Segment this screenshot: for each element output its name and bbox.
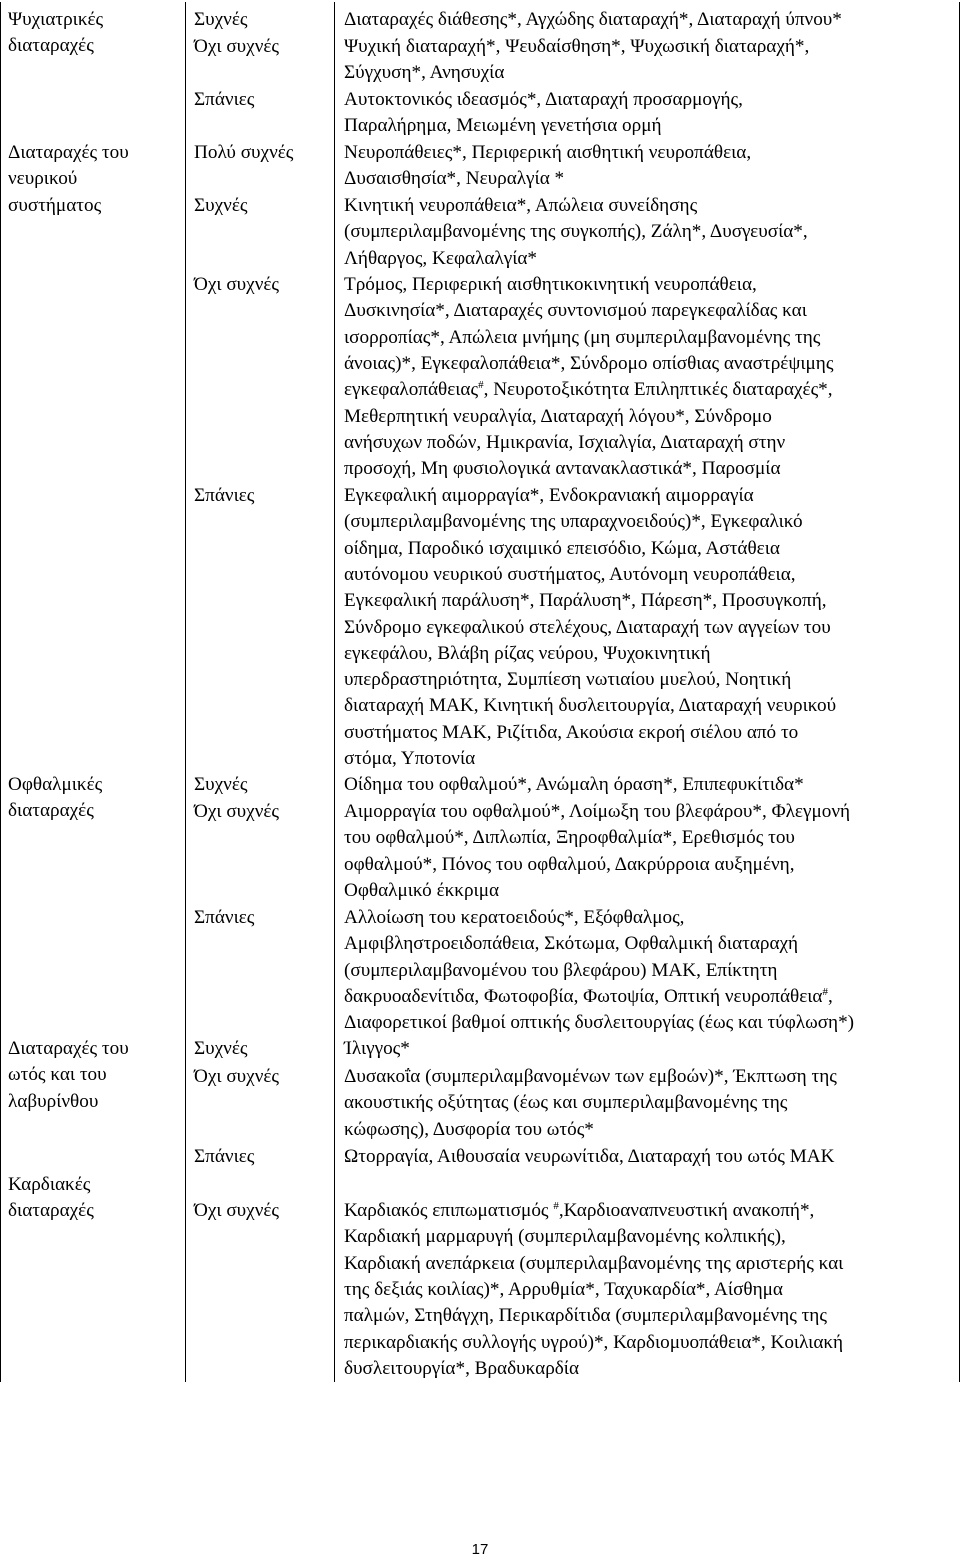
adverse-reaction-text: άνοιας)*, Εγκεφαλοπάθεια*, Σύνδρομο οπίσθιας αναστρέψιμης <box>344 352 834 374</box>
frequency-label: Συχνές <box>194 1038 248 1059</box>
adverse-reaction-text: (συμπεριλαμβανομένης της συγκοπής), Ζάλη*, Δυσγευσία*, <box>344 221 808 243</box>
frequency-label: Σπάνιες <box>194 89 255 110</box>
frequency-label: Όχι συχνές <box>194 1066 280 1087</box>
frequency-label: Συχνές <box>194 774 248 795</box>
adverse-reaction-text: Ψυχική διαταραχή*, Ψευδαίσθηση*, Ψυχωσική διαταραχή*, <box>344 36 810 57</box>
frequency-label: Σπάνιες <box>194 1146 255 1167</box>
page-number: 17 <box>471 1541 489 1558</box>
adverse-reaction-text: Μεθερπητική νευραλγία, Διαταραχή λόγου*, Σύνδρομο <box>344 405 772 427</box>
adverse-reaction-text: του οφθαλμού*, Διπλωπία, Ξηροφθαλμία*, Ερεθισμός του <box>344 827 795 849</box>
adverse-reaction-text: Δυσκινησία*, Διαταραχές συντονισμού παρεγκεφαλίδας και <box>344 300 807 322</box>
adverse-reaction-text: Καρδιακός επιπωματισμός #,Καρδιοαναπνευστική ανακοπή*, <box>344 1200 815 1221</box>
frequency-label: Όχι συχνές <box>194 801 280 822</box>
column-divider <box>334 2 335 1382</box>
adverse-reaction-text: ανήσυχων ποδών, Ημικρανία, Ισχιαλγία, Διαταραχή στην <box>344 431 786 453</box>
adverse-reactions-table <box>0 2 960 1382</box>
adverse-reaction-text: Αυτοκτονικός ιδεασμός*, Διαταραχή προσαρμογής, <box>344 89 743 110</box>
adverse-reaction-text: εγκεφαλοπάθειας#, Νευροτοξικότητα Επιληπτικές διαταραχές*, <box>344 379 833 401</box>
organ-system-label: Διαταραχές του <box>8 1038 129 1059</box>
adverse-reaction-text: Διαφορετικοί βαθμοί οπτικής δυσλειτουργίας (έως και τύφλωση*) <box>344 1012 855 1034</box>
adverse-reaction-text: Παραλήρημα, Μειωμένη γενετήσια ορμή <box>344 115 662 137</box>
adverse-reaction-text: Λήθαργος, Κεφαλαλγία* <box>344 247 538 269</box>
adverse-reaction-text: Καρδιακή μαρμαρυγή (συμπεριλαμβανομένης κολπικής), <box>344 1226 786 1248</box>
organ-system-label: Ψυχιατρικές <box>8 9 104 30</box>
frequency-label: Σπάνιες <box>194 907 255 928</box>
frequency-label: Όχι συχνές <box>194 1200 280 1221</box>
adverse-reaction-text: Εγκεφαλική αιμορραγία*, Ενδοκρανιακή αιμορραγία <box>344 485 754 506</box>
frequency-label: Όχι συχνές <box>194 36 280 57</box>
adverse-reaction-text: κώφωσης), Δυσφορία του ωτός* <box>344 1118 594 1140</box>
adverse-reaction-text: Αμφιβληστροειδοπάθεια, Σκότωμα, Οφθαλμική διαταραχή <box>344 933 799 955</box>
adverse-reaction-text: προσοχή, Μη φυσιολογικά αντανακλαστικά*, Παροσμία <box>344 458 781 480</box>
adverse-reaction-text: Κινητική νευροπάθεια*, Απώλεια συνείδησης <box>344 195 698 216</box>
adverse-reaction-text: Οίδημα του οφθαλμού*, Ανώμαλη όραση*, Επιπεφυκίτιδα* <box>344 774 804 795</box>
organ-system-label: διαταραχές <box>8 800 94 822</box>
organ-system-label: διαταραχές <box>8 35 94 57</box>
adverse-reaction-text: δυσλειτουργία*, Βραδυκαρδία <box>344 1357 580 1379</box>
organ-system-label: συστήματος <box>8 194 102 216</box>
organ-system-label: ωτός και του <box>8 1064 107 1086</box>
adverse-reaction-text: της δεξιάς κοιλίας)*, Αρρυθμία*, Ταχυκαρδία*, Αίσθημα <box>344 1278 783 1300</box>
adverse-reaction-text: Νευροπάθειες*, Περιφερική αισθητική νευροπάθεια, <box>344 142 752 163</box>
adverse-reaction-text: Ίλιγγος* <box>344 1038 410 1059</box>
frequency-label: Συχνές <box>194 195 248 216</box>
organ-system-label: λαβυρίνθου <box>8 1090 99 1112</box>
adverse-reaction-text: (συμπεριλαμβανομένου του βλεφάρου) ΜΑΚ, Επίκτητη <box>344 959 778 981</box>
adverse-reaction-text: παλμών, Στηθάγχη, Περικαρδίτιδα (συμπεριλαμβανομένης της <box>344 1305 827 1327</box>
adverse-reaction-text: Αλλοίωση του κερατοειδούς*, Εξόφθαλμος, <box>344 907 685 928</box>
adverse-reaction-text: Τρόμος, Περιφερική αισθητικοκινητική νευροπάθεια, <box>344 274 757 295</box>
adverse-reaction-text: ισορροπίας*, Απώλεια μνήμης (μη συμπεριλαμβανομένης της <box>344 326 821 348</box>
adverse-reaction-text: Δυσαισθησία*, Νευραλγία * <box>344 168 565 190</box>
adverse-reaction-text: δακρυοαδενίτιδα, Φωτοφοβία, Φωτοψία, Οπτική νευροπάθεια#, <box>344 985 833 1007</box>
organ-system-label: Διαταραχές του <box>8 142 129 163</box>
organ-system-label: Οφθαλμικές <box>8 774 103 795</box>
frequency-label: Όχι συχνές <box>194 274 280 295</box>
organ-system-label: διαταραχές <box>8 1200 94 1222</box>
frequency-label: Πολύ συχνές <box>194 142 294 163</box>
adverse-reaction-text: αυτόνομου νευρικού συστήματος, Αυτόνομη νευροπάθεια, <box>344 563 796 585</box>
adverse-reaction-text: Διαταραχές διάθεσης*, Αγχώδης διαταραχή*, Διαταραχή ύπνου* <box>344 9 842 30</box>
adverse-reaction-text: στόμα, Υποτονία <box>344 748 476 769</box>
adverse-reaction-text: διαταραχή ΜΑΚ, Κινητική δυσλειτουργία, Διαταραχή νευρικού <box>344 695 837 717</box>
adverse-reaction-text: εγκεφάλου, Βλάβη ρίζας νεύρου, Ψυχοκινητική <box>344 642 711 664</box>
adverse-reaction-text: οίδημα, Παροδικό ισχαιμικό επεισόδιο, Κώμα, Αστάθεια <box>344 537 780 559</box>
adverse-reaction-text: οφθαλμού*, Πόνος του οφθαλμού, Δακρύρροια αυξημένη, <box>344 853 795 875</box>
adverse-reaction-text: Οφθαλμικό έκκριμα <box>344 879 500 901</box>
organ-system-label: Καρδιακές <box>8 1174 91 1195</box>
organ-system-label: νευρικού <box>8 168 78 190</box>
adverse-reaction-text: Δυσακοΐα (συμπεριλαμβανομένων των εμβοών)*, Έκπτωση της <box>344 1066 837 1087</box>
adverse-reaction-text: συστήματος ΜΑΚ, Ριζίτιδα, Ακούσια εκροή σιέλου από το <box>344 721 799 743</box>
adverse-reaction-text: Ωτορραγία, Αιθουσαία νευρωνίτιδα, Διαταραχή του ωτός ΜΑΚ <box>344 1146 835 1167</box>
adverse-reaction-text: Σύγχυση*, Ανησυχία <box>344 62 505 84</box>
adverse-reaction-text: Εγκεφαλική παράλυση*, Παράλυση*, Πάρεση*, Προσυγκοπή, <box>344 590 827 612</box>
adverse-reaction-text: Αιμορραγία του οφθαλμού*, Λοίμωξη του βλεφάρου*, Φλεγμονή <box>344 801 851 822</box>
frequency-label: Σπάνιες <box>194 485 255 506</box>
adverse-reaction-text: περικαρδιακής συλλογής υγρού)*, Καρδιομυοπάθεια*, Κοιλιακή <box>344 1331 844 1353</box>
adverse-reaction-text: Καρδιακή ανεπάρκεια (συμπεριλαμβανομένης της αριστερής και <box>344 1252 844 1274</box>
frequency-label: Συχνές <box>194 9 248 30</box>
adverse-reaction-text: Σύνδρομο εγκεφαλικού στελέχους, Διαταραχή των αγγείων του <box>344 616 831 638</box>
adverse-reaction-text: (συμπεριλαμβανομένης της υπαραχνοειδούς)*, Εγκεφαλικό <box>344 511 803 533</box>
adverse-reaction-text: υπερδραστηριότητα, Συμπίεση νωτιαίου μυελού, Νοητική <box>344 669 792 691</box>
column-divider <box>185 2 186 1382</box>
adverse-reaction-text: ακουστικής οξύτητας (έως και συμπεριλαμβανομένης της <box>344 1092 788 1114</box>
